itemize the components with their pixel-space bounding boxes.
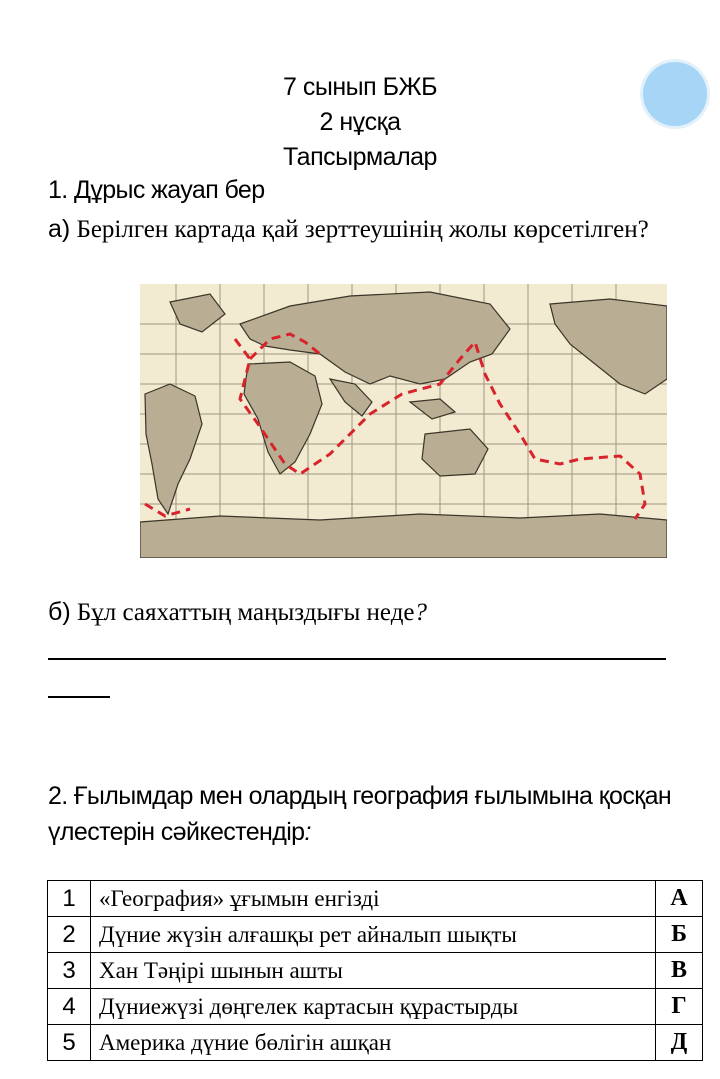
answer-line-1[interactable]: [48, 658, 666, 660]
table-row: [48, 917, 703, 953]
question-1b-mark: ?: [414, 599, 428, 626]
table-row: [48, 1025, 703, 1061]
question-2-colon: :: [304, 818, 311, 846]
row-letter: А: [656, 881, 703, 917]
question-1a: [48, 212, 668, 247]
world-map-route-image: [140, 284, 667, 558]
row-number: 5: [48, 1025, 91, 1061]
question-2-heading: [48, 778, 688, 850]
row-description: Америка дүние бөлігін ашқан: [91, 1025, 656, 1061]
question-1b-label: б): [48, 598, 71, 626]
row-description: Хан Тәңірі шынын ашты: [91, 953, 656, 989]
map-landmasses: [140, 292, 667, 558]
row-description: Дүниежүзі дөңгелек картасын құрастырды: [91, 989, 656, 1025]
table-row: [48, 989, 703, 1025]
header-line-tasks: Тапсырмалар: [283, 143, 437, 171]
question-2-text: 2. Ғылымдар мен олардың география ғылымына қосқан үлестерін сәйкестендір: [48, 782, 672, 846]
row-letter: В: [656, 953, 703, 989]
answer-line-2[interactable]: [48, 696, 110, 698]
row-letter: Б: [656, 917, 703, 953]
table-row: [48, 953, 703, 989]
table-row: [48, 881, 703, 917]
map-drawing: [140, 284, 667, 558]
question-1b-text: Бұл саяхаттың маңыздығы неде: [70, 599, 415, 626]
header-line-class: 7 сынып БЖБ: [283, 73, 437, 101]
blue-circle-icon: [643, 62, 707, 126]
row-description: «География» ұғымын енгізді: [91, 881, 656, 917]
question-1a-text: Берілген картада қай зерттеушінің жолы көрсетілген?: [70, 216, 649, 243]
row-letter: Д: [656, 1025, 703, 1061]
row-number: 3: [48, 953, 91, 989]
row-letter: Г: [656, 989, 703, 1025]
row-number: 2: [48, 917, 91, 953]
row-number: 4: [48, 989, 91, 1025]
header-line-variant: 2 нұсқа: [319, 108, 401, 136]
row-number: 1: [48, 881, 91, 917]
question-1b: [48, 598, 427, 627]
matching-table: [47, 880, 703, 1061]
question-1a-label: а): [48, 215, 71, 243]
row-description: Дүние жүзін алғашқы рет айналып шықты: [91, 917, 656, 953]
question-1-heading: 1. Дұрыс жауап бер: [48, 176, 265, 204]
page-header: [0, 70, 720, 175]
